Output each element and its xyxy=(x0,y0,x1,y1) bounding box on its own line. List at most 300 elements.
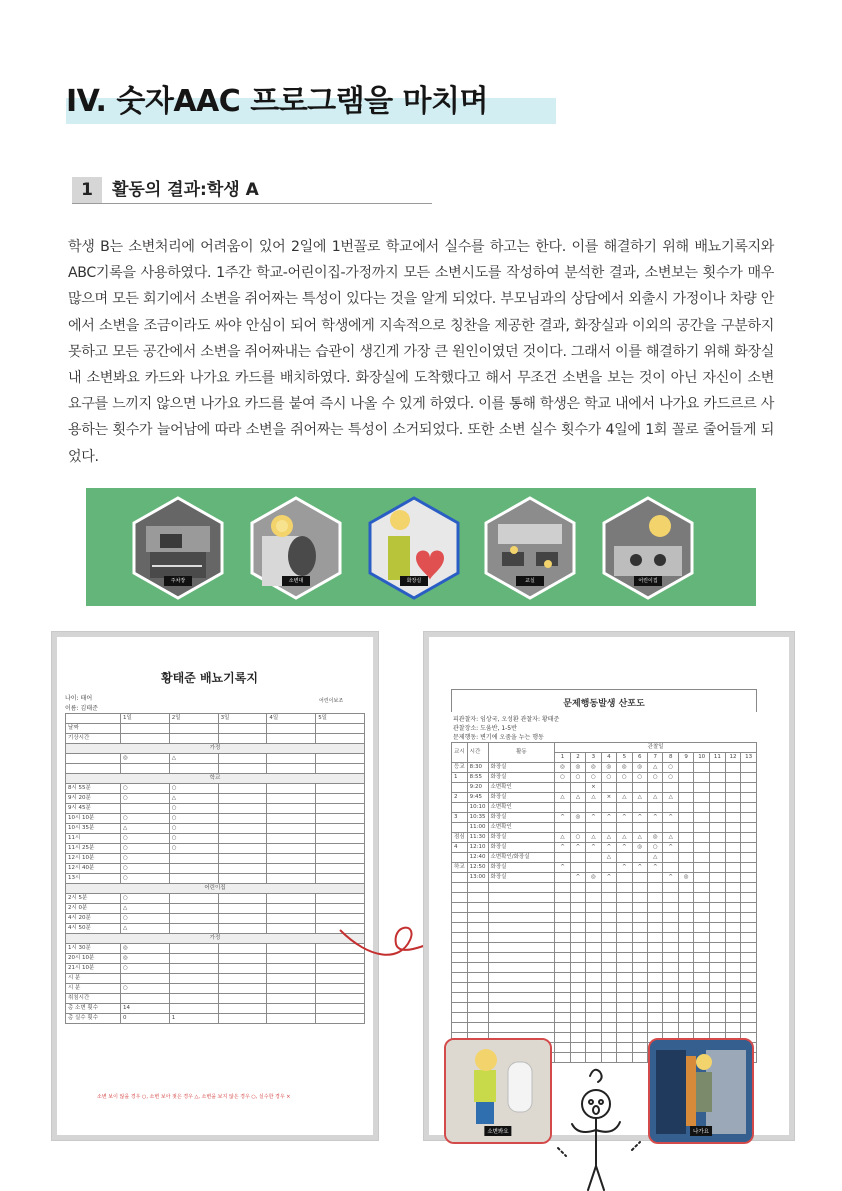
scatter-mark: × xyxy=(586,783,601,793)
scatter-mark: △ xyxy=(648,853,663,863)
hex-label: 화장실 xyxy=(400,576,428,586)
scatter-mark: ^ xyxy=(663,843,678,853)
scatter-mark: ◎ xyxy=(555,763,570,773)
day-header: 1일 xyxy=(121,714,170,724)
scatter-time: 12:10 xyxy=(467,843,488,853)
scatter-period: 하교 xyxy=(452,863,468,873)
scatter-mark xyxy=(694,863,710,873)
scatter-mark xyxy=(678,763,693,773)
scatter-activity: 화장실 xyxy=(488,773,555,783)
scatter-activity: 화장실 xyxy=(488,793,555,803)
empty-row xyxy=(452,963,757,973)
scatter-period: 점심 xyxy=(452,833,468,843)
scatter-mark xyxy=(710,853,726,863)
page-title: IV. 숫자AAC 프로그램을 마치며 xyxy=(66,84,488,119)
age-note: 나이: 태어 xyxy=(65,695,93,702)
scatter-mark: ◎ xyxy=(632,843,647,853)
scatter-mark xyxy=(678,813,693,823)
scatter-mark: ◎ xyxy=(586,873,601,883)
confused-doodle-icon xyxy=(548,1062,648,1191)
scatter-mark xyxy=(725,843,741,853)
scatter-activity: 소변확인 xyxy=(488,803,555,813)
scatter-mark xyxy=(741,803,757,813)
section-row: 가정 xyxy=(66,934,365,944)
day-number: 1 xyxy=(555,753,570,763)
time-cell: 시 분 xyxy=(66,984,121,994)
scatter-row xyxy=(452,823,757,833)
scatter-mark xyxy=(710,813,726,823)
scatter-mark: × xyxy=(601,793,616,803)
scatter-row xyxy=(452,793,757,803)
scatter-activity: 화장실 xyxy=(488,863,555,873)
day-header: 4일 xyxy=(267,714,316,724)
scatter-mark: ◎ xyxy=(648,833,663,843)
scatter-mark xyxy=(710,833,726,843)
scatter-mark: △ xyxy=(648,793,663,803)
scatter-mark xyxy=(694,773,710,783)
scatter-mark xyxy=(555,853,570,863)
scatter-time: 10:10 xyxy=(467,803,488,813)
scatter-activity: 화장실 xyxy=(488,833,555,843)
scatter-mark xyxy=(725,833,741,843)
scatter-mark xyxy=(678,773,693,783)
scatter-mark xyxy=(741,813,757,823)
empty-row xyxy=(452,923,757,933)
day-number: 10 xyxy=(694,753,710,763)
scatter-mark xyxy=(694,823,710,833)
day-number: 2 xyxy=(570,753,585,763)
scatter-mark xyxy=(678,853,693,863)
scatter-mark xyxy=(710,823,726,833)
time-cell: 8시 55분 xyxy=(66,784,121,794)
scatter-mark xyxy=(663,863,678,873)
scatter-activity: 소변확인 xyxy=(488,783,555,793)
scatter-mark xyxy=(678,793,693,803)
scatter-time: 8:55 xyxy=(467,773,488,783)
scatter-mark xyxy=(617,803,632,813)
scatter-mark: ◎ xyxy=(570,813,585,823)
scatter-mark xyxy=(555,783,570,793)
day-number: 5 xyxy=(617,753,632,763)
scatter-mark xyxy=(741,763,757,773)
scatter-activity: 소변확인 xyxy=(488,823,555,833)
time-cell: 10시 35분 xyxy=(66,824,121,834)
scatter-mark xyxy=(648,803,663,813)
scatter-time: 10:35 xyxy=(467,813,488,823)
scatter-mark: ^ xyxy=(632,813,647,823)
day-number: 6 xyxy=(632,753,647,763)
scatter-mark xyxy=(710,793,726,803)
assistant-note: 어린이보조 xyxy=(319,698,344,704)
time-cell: 1시 30분 xyxy=(66,944,121,954)
scatter-mark xyxy=(741,793,757,803)
summary-label: 총 실수 횟수 xyxy=(66,1014,121,1024)
empty-row xyxy=(452,903,757,913)
scatter-mark xyxy=(663,853,678,863)
scatter-mark xyxy=(648,823,663,833)
scatter-mark xyxy=(632,873,647,883)
scatter-mark xyxy=(632,783,647,793)
empty-row xyxy=(452,883,757,893)
voiding-record-table: 1일 2일 3일 4일 5일 날짜 기상시간 가정 ◎ △ 학교 8시 55분 ○ ○ 9시 20분 ○ △ 9시 45분 ○ 10시 10분 ○ ○ 10시 35분 △ ○ 11시 ○ ○ 11시 25분 ○ ○ 12시 10분 ○ 12시 40분 ○ 13시 ○ 어린이집 2시 5분 ○ 2시 0분 △ 4시 20분 ○ 4시 50분 △ 가정 1시 30분 ◎ 20시 10분 ◎ 21시 10분 ○ 시 분 시 분 ○ 취침시간 총 소변 횟수 14 총 실수 횟수 0 1 xyxy=(65,713,365,1024)
hex-photo-toilet xyxy=(368,496,460,600)
scatter-mark xyxy=(663,823,678,833)
time-cell: 2시 5분 xyxy=(66,894,121,904)
empty-row xyxy=(452,893,757,903)
scatter-mark: ^ xyxy=(570,843,585,853)
scatter-mark xyxy=(617,823,632,833)
scatter-mark: ^ xyxy=(555,813,570,823)
hex-label: 어린이집 xyxy=(634,576,662,586)
time-cell: 2시 0분 xyxy=(66,904,121,914)
scatter-mark xyxy=(632,803,647,813)
scatter-mark xyxy=(694,763,710,773)
scatter-mark: △ xyxy=(617,833,632,843)
voiding-record-title: 황태준 배뇨기록지 xyxy=(161,671,258,685)
scatter-mark xyxy=(586,853,601,863)
scatter-activity: 화장실 xyxy=(488,843,555,853)
scatter-mark xyxy=(586,823,601,833)
section-title: 활동의 결과:학생 A xyxy=(112,180,259,200)
section-row: 어린이집 xyxy=(66,884,365,894)
time-cell: 20시 10분 xyxy=(66,954,121,964)
scatter-mark: ^ xyxy=(632,863,647,873)
scatter-time: 9:45 xyxy=(467,793,488,803)
scatter-mark xyxy=(555,803,570,813)
scatter-mark xyxy=(710,763,726,773)
scatter-period xyxy=(452,853,468,863)
scatter-time: 11:30 xyxy=(467,833,488,843)
scatter-mark: ^ xyxy=(601,843,616,853)
name-line: 이름: 김태준 xyxy=(65,705,98,712)
scatter-activity: 화장실 xyxy=(488,813,555,823)
scatter-mark xyxy=(648,873,663,883)
day-number: 3 xyxy=(586,753,601,763)
scatter-row xyxy=(452,783,757,793)
scatter-time: 8:30 xyxy=(467,763,488,773)
scatter-mark: ○ xyxy=(663,773,678,783)
scatter-row xyxy=(452,833,757,843)
scatter-period: 3 xyxy=(452,813,468,823)
scatter-mark xyxy=(617,853,632,863)
scatter-mark: △ xyxy=(555,793,570,803)
scatter-mark xyxy=(617,873,632,883)
scatter-activity: 소변확인/화장실 xyxy=(488,853,555,863)
scatter-mark xyxy=(741,853,757,863)
scatter-mark: ^ xyxy=(586,843,601,853)
scatter-mark xyxy=(570,863,585,873)
scatter-title: 문제행동발생 산포도 xyxy=(563,699,645,709)
scatter-mark: ^ xyxy=(663,873,678,883)
col-header: 관찰일 xyxy=(555,743,757,753)
time-cell: 12시 40분 xyxy=(66,864,121,874)
time-cell: 4시 20분 xyxy=(66,914,121,924)
scatter-mark xyxy=(741,823,757,833)
day-number: 7 xyxy=(648,753,663,763)
photo-label: 나가요 xyxy=(690,1126,712,1136)
empty-row xyxy=(452,993,757,1003)
scatter-period xyxy=(452,803,468,813)
scatter-mark xyxy=(710,783,726,793)
section-row: 가정 xyxy=(66,744,365,754)
scatter-mark: △ xyxy=(617,793,632,803)
scatter-mark xyxy=(725,823,741,833)
empty-row xyxy=(452,983,757,993)
scatter-mark xyxy=(725,803,741,813)
scatter-mark xyxy=(694,833,710,843)
col-header: 활동 xyxy=(488,743,555,763)
scatter-mark: ^ xyxy=(586,813,601,823)
time-cell: 11시 25분 xyxy=(66,844,121,854)
scatter-mark xyxy=(694,793,710,803)
scatter-time: 9:20 xyxy=(467,783,488,793)
hex-label: 소변대 xyxy=(282,576,310,586)
scatter-row xyxy=(452,873,757,883)
scatter-mark xyxy=(725,813,741,823)
scatter-row xyxy=(452,813,757,823)
scatter-mark xyxy=(586,863,601,873)
col-header: 교시 xyxy=(452,743,468,763)
empty-row xyxy=(452,1003,757,1013)
time-cell: 13시 xyxy=(66,874,121,884)
scatter-mark: ^ xyxy=(617,813,632,823)
scatter-mark xyxy=(617,783,632,793)
scatter-mark xyxy=(601,863,616,873)
scatter-mark: ○ xyxy=(570,833,585,843)
time-cell: 4시 50분 xyxy=(66,924,121,934)
scatter-mark xyxy=(678,803,693,813)
scatter-mark xyxy=(694,803,710,813)
day-number: 9 xyxy=(678,753,693,763)
scatter-mark: ◎ xyxy=(586,763,601,773)
scatter-mark: ○ xyxy=(648,843,663,853)
scatter-mark xyxy=(725,773,741,783)
empty-row xyxy=(452,953,757,963)
summary-label: 취침시간 xyxy=(66,994,121,1004)
scatter-mark xyxy=(741,863,757,873)
scatter-mark xyxy=(725,763,741,773)
scatter-period: 등교 xyxy=(452,763,468,773)
scatter-period xyxy=(452,783,468,793)
scatter-mark: △ xyxy=(632,833,647,843)
scatter-mark xyxy=(741,783,757,793)
scatter-mark: ○ xyxy=(586,773,601,783)
section-divider xyxy=(72,203,432,204)
row-label: 날짜 xyxy=(66,724,121,734)
day-number: 8 xyxy=(663,753,678,763)
scatter-mark: ◎ xyxy=(601,763,616,773)
empty-row xyxy=(452,933,757,943)
scatter-period xyxy=(452,873,468,883)
scatter-time: 13:00 xyxy=(467,873,488,883)
scatter-mark: ^ xyxy=(648,863,663,873)
scatter-mark xyxy=(694,843,710,853)
scatter-mark: △ xyxy=(555,833,570,843)
day-number: 11 xyxy=(710,753,726,763)
scatter-row xyxy=(452,773,757,783)
scatter-mark xyxy=(586,803,601,813)
scatter-mark: △ xyxy=(570,793,585,803)
hex-photo-daycare xyxy=(602,496,694,600)
scatter-mark xyxy=(678,833,693,843)
scatter-mark xyxy=(710,773,726,783)
scatter-title-box xyxy=(451,689,757,712)
row-label: 기상시간 xyxy=(66,734,121,744)
scatter-mark xyxy=(570,783,585,793)
scatter-mark: ○ xyxy=(617,773,632,783)
scatter-mark: △ xyxy=(632,793,647,803)
scatter-mark: ○ xyxy=(570,773,585,783)
scatter-mark: ○ xyxy=(601,773,616,783)
scatter-mark: ^ xyxy=(601,813,616,823)
empty-row xyxy=(452,1023,757,1033)
scatter-mark xyxy=(710,843,726,853)
scatter-mark xyxy=(663,783,678,793)
time-cell: 시 분 xyxy=(66,974,121,984)
scatter-time: 12:40 xyxy=(467,853,488,863)
scatter-mark xyxy=(601,783,616,793)
scatter-mark xyxy=(694,873,710,883)
voiding-record-sheet xyxy=(52,632,378,1140)
day-number: 4 xyxy=(601,753,616,763)
scatter-mark: ◎ xyxy=(617,763,632,773)
scatter-mark: △ xyxy=(601,853,616,863)
empty-row xyxy=(452,1013,757,1023)
scatter-mark xyxy=(725,873,741,883)
scatter-mark: ◎ xyxy=(678,873,693,883)
scatter-mark: ○ xyxy=(648,773,663,783)
hex-photo-urinal xyxy=(250,496,342,600)
day-header: 2일 xyxy=(169,714,218,724)
scatter-mark xyxy=(570,803,585,813)
scatter-mark xyxy=(555,823,570,833)
scatter-period: 2 xyxy=(452,793,468,803)
scatter-period: 1 xyxy=(452,773,468,783)
scatter-mark xyxy=(678,783,693,793)
scatter-mark: △ xyxy=(663,793,678,803)
footer-note: 소변 보이 않을 경우 ○, 소변 보아 젖은 경우 △, 소변을 보지 않은 경우 ○, 실수한 경우 × xyxy=(97,1094,291,1100)
section-row: 학교 xyxy=(66,774,365,784)
scatter-mark xyxy=(570,823,585,833)
scatter-mark: ^ xyxy=(663,813,678,823)
scatter-mark xyxy=(741,843,757,853)
scatter-time: 11:00 xyxy=(467,823,488,833)
meta-line: 피관찰자: 임상국, 오성환 관찰자: 황태준 xyxy=(453,716,560,723)
scatter-mark: △ xyxy=(663,833,678,843)
scatter-mark xyxy=(725,793,741,803)
scatter-activity: 화장실 xyxy=(488,873,555,883)
scatter-mark: ^ xyxy=(617,843,632,853)
day-header: 3일 xyxy=(218,714,267,724)
hex-photo-parking xyxy=(132,496,224,600)
time-cell: 12시 10분 xyxy=(66,854,121,864)
scatter-mark xyxy=(725,853,741,863)
scatter-mark xyxy=(694,783,710,793)
photo-urinal-card xyxy=(444,1038,552,1144)
scatter-mark xyxy=(741,773,757,783)
scatter-mark: ○ xyxy=(632,773,647,783)
scatter-time: 12:50 xyxy=(467,863,488,873)
scatter-mark xyxy=(725,783,741,793)
scatter-mark: △ xyxy=(586,793,601,803)
col-header: 시간 xyxy=(467,743,488,763)
scatter-mark: ○ xyxy=(663,763,678,773)
day-header: 5일 xyxy=(316,714,365,724)
time-cell: 10시 10분 xyxy=(66,814,121,824)
scatter-mark xyxy=(694,853,710,863)
scatter-mark: △ xyxy=(586,833,601,843)
hex-photo-classroom xyxy=(484,496,576,600)
body-paragraph: 학생 B는 소변처리에 어려움이 있어 2일에 1번꼴로 학교에서 실수를 하고는 한다. 이를 해결하기 위해 배뇨기록지와 ABC기록을 사용하였다. 1주간 학교-어린이집-가정까지 모든 소변시도를 작성하여 분석한 결과, 소변보는 횟수가 매우 많으며 모든 회기에서 소변을 쥐어짜는 특성이 있다는 것을 알게 되었다. 부모님과의 상담에서 외출시 가정이나 차량 안에서 소변을 조금이라도 싸야 안심이 되어 학생에게 지속적으로 칭찬을 제공한 결과, 화장실과 이외의 공간을 구분하지 못하고 모든 공간에서 소변을 쥐어짜내는 습관이 생긴게 가장 큰 원인이였던 것이다. 그래서 이를 해결하기 위해 화장실 내 소변봐요 카드와 나가요 카드를 배치하였다. 화장실에 도착했다고 해서 무조건 소변을 보는 것이 아닌 자신이 소변 요구를 느끼지 않으면 나가요 카드를 붙여 즉시 나올 수 있게 하였다. 이를 통해 학생은 학교 내에서 나가요 카드르르 사용하는 횟수가 늘어남에 따라 소변을 쥐어짜는 특성이 소거되었다. 또한 소변 실수 횟수가 4일에 1회 꼴로 줄어들게 되었다. xyxy=(68,239,774,465)
scatter-period xyxy=(452,823,468,833)
scatter-mark: ^ xyxy=(555,843,570,853)
scatter-mark: ^ xyxy=(648,813,663,823)
time-cell: 21시 10분 xyxy=(66,964,121,974)
scatter-mark xyxy=(648,783,663,793)
scatter-mark xyxy=(741,873,757,883)
scatter-mark: ◎ xyxy=(570,763,585,773)
scatter-mark xyxy=(663,803,678,813)
hex-label: 교실 xyxy=(516,576,544,586)
scatter-mark xyxy=(632,853,647,863)
scatter-period: 4 xyxy=(452,843,468,853)
day-number: 13 xyxy=(741,753,757,763)
scatter-mark xyxy=(710,873,726,883)
hex-label: 주차장 xyxy=(164,576,192,586)
scatter-mark xyxy=(678,863,693,873)
photo-label: 소변봐요 xyxy=(484,1126,511,1136)
photo-exit-card xyxy=(648,1038,754,1144)
scatter-mark: ^ xyxy=(601,873,616,883)
scatter-mark xyxy=(710,863,726,873)
scatter-mark xyxy=(555,873,570,883)
scatter-mark xyxy=(570,853,585,863)
scatter-mark: ^ xyxy=(617,863,632,873)
scatter-mark xyxy=(601,823,616,833)
empty-row xyxy=(452,973,757,983)
scatter-mark: △ xyxy=(601,833,616,843)
scatter-mark xyxy=(725,863,741,873)
empty-row xyxy=(452,943,757,953)
scatter-mark: ◎ xyxy=(632,763,647,773)
day-number: 12 xyxy=(725,753,741,763)
time-cell: 9시 20분 xyxy=(66,794,121,804)
section-number: 1 xyxy=(72,177,102,203)
scatter-row xyxy=(452,803,757,813)
time-cell: 9시 45분 xyxy=(66,804,121,814)
scatter-mark xyxy=(694,813,710,823)
scatter-mark: ○ xyxy=(555,773,570,783)
scatter-mark xyxy=(710,803,726,813)
meta-line: 관찰장소: 도움반, 1-5반 xyxy=(453,725,517,732)
scatter-table xyxy=(451,742,757,1063)
scatter-mark xyxy=(632,823,647,833)
scatter-mark: ^ xyxy=(570,873,585,883)
scatter-row xyxy=(452,853,757,863)
scatter-activity: 화장실 xyxy=(488,763,555,773)
empty-row xyxy=(452,913,757,923)
scatter-mark xyxy=(601,803,616,813)
scatter-mark: ^ xyxy=(555,863,570,873)
scatter-mark: △ xyxy=(648,763,663,773)
time-cell: 11시 xyxy=(66,834,121,844)
scatter-row xyxy=(452,863,757,873)
scatter-mark xyxy=(678,823,693,833)
scatter-row xyxy=(452,763,757,773)
meta-line: 문제행동: 변기에 오줌을 누는 행동 xyxy=(453,734,544,741)
scatter-mark xyxy=(741,833,757,843)
scatter-row xyxy=(452,843,757,853)
